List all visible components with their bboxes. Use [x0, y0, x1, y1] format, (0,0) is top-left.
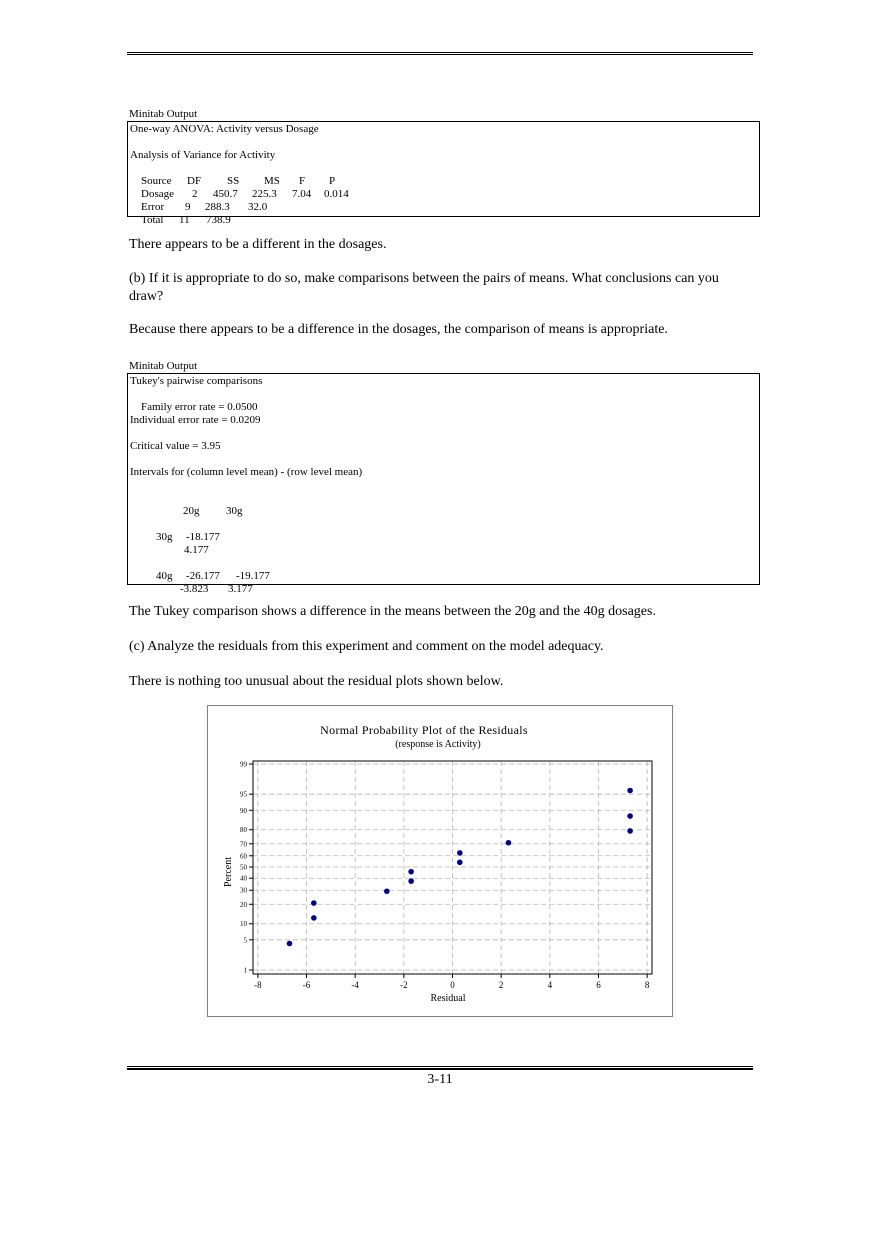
intervals-caption: Intervals for (column level mean) - (row level mean) — [130, 466, 363, 478]
part-a-conclusion: There appears to be a different in the dosages. — [129, 237, 387, 252]
y-tick-label: 40 — [240, 874, 247, 883]
family-error-rate: Family error rate = 0.0500 — [141, 401, 258, 413]
x-tick-label: -2 — [400, 980, 408, 990]
residual-point — [311, 900, 317, 906]
anova-header-row — [130, 162, 759, 187]
critical-value: Critical value = 3.95 — [130, 440, 221, 452]
tukey-row-label: 30g — [156, 531, 173, 543]
tukey-row-30g — [130, 518, 759, 543]
y-axis-label: Percent — [223, 857, 234, 887]
y-tick-label: 99 — [240, 760, 247, 769]
header-rule — [127, 52, 753, 55]
anova-cell: 288.3 — [205, 201, 230, 213]
residual-point — [506, 840, 512, 846]
anova-header-cell: P — [329, 175, 336, 187]
anova-cell: Total — [141, 214, 164, 226]
tukey-output-label: Minitab Output — [129, 360, 198, 372]
x-tick-label: 8 — [644, 980, 650, 990]
part-c-question: (c) Analyze the residuals from this experiment and comment on the model adequacy. — [129, 639, 604, 654]
anova-header-cell: SS — [227, 175, 240, 187]
tukey-interval-value: -26.177 — [186, 570, 220, 582]
anova-cell: 738.9 — [206, 214, 231, 226]
x-tick-label: -8 — [254, 980, 262, 990]
y-tick-label: 30 — [240, 886, 247, 895]
anova-cell: 11 — [179, 214, 190, 226]
tukey-row-30g-lower — [130, 531, 759, 556]
anova-header-cell: MS — [264, 175, 280, 187]
x-tick-label: -4 — [351, 980, 359, 990]
y-tick-label: 50 — [240, 863, 247, 872]
residual-point — [287, 941, 293, 947]
tukey-interval-value: 3.177 — [228, 583, 253, 595]
anova-header-cell: F — [299, 175, 306, 187]
anova-cell: 0.014 — [324, 188, 349, 200]
residual-point — [408, 869, 414, 875]
anova-cell: Error — [141, 201, 165, 213]
tukey-row-40g — [130, 557, 759, 582]
tukey-col-header-row — [130, 492, 759, 517]
residual-point — [457, 860, 463, 866]
part-b-answer: Because there appears to be a difference in the dosages, the comparison of means is appropriate. — [129, 322, 668, 337]
x-tick-label: 4 — [547, 980, 553, 990]
y-tick-label: 60 — [240, 852, 247, 861]
y-tick-label: 70 — [240, 840, 247, 849]
anova-header-cell: DF — [187, 175, 202, 187]
part-c-answer: There is nothing too unusual about the residual plots shown below. — [129, 674, 504, 689]
page-number: 3-11 — [427, 1072, 453, 1087]
residual-point — [627, 788, 633, 794]
tukey-interval-value: -3.823 — [180, 583, 209, 595]
x-tick-label: 0 — [450, 980, 455, 990]
footer-rule — [127, 1066, 753, 1070]
anova-title: One-way ANOVA: Activity versus Dosage — [130, 123, 319, 135]
x-tick-label: 2 — [498, 980, 504, 990]
chart-title: Normal Probability Plot of the Residuals — [320, 723, 528, 737]
tukey-row-label: 40g — [156, 570, 173, 582]
chart-subtitle: (response is Activity) — [395, 739, 481, 750]
tukey-interval-value: -19.177 — [236, 570, 270, 582]
anova-header-cell: Source — [141, 175, 172, 187]
y-tick-label: 5 — [243, 936, 247, 945]
anova-cell: 2 — [192, 188, 198, 200]
y-tick-label: 90 — [240, 806, 247, 815]
anova-cell: Dosage — [141, 188, 174, 200]
tukey-col-header: 30g — [226, 505, 243, 517]
individual-error-rate: Individual error rate = 0.0209 — [130, 414, 261, 426]
normal-probability-plot — [208, 706, 674, 1018]
part-b-conclusion: The Tukey comparison shows a difference in the means between the 20g and the 40g dosages. — [129, 604, 656, 619]
residual-point — [627, 813, 633, 819]
anova-output-box — [127, 121, 760, 226]
tukey-title: Tukey's pairwise comparisons — [130, 375, 263, 387]
x-axis-label: Residual — [430, 993, 466, 1004]
residual-point — [384, 888, 390, 894]
anova-cell: 225.3 — [252, 188, 277, 200]
tukey-col-header: 20g — [183, 505, 200, 517]
tukey-interval-value: -18.177 — [186, 531, 220, 543]
y-tick-label: 20 — [240, 900, 247, 909]
y-tick-label: 10 — [240, 920, 247, 929]
y-tick-label: 95 — [240, 790, 247, 799]
anova-output-label: Minitab Output — [129, 108, 198, 120]
y-tick-label: 1 — [243, 966, 247, 975]
residual-plot-frame — [207, 705, 673, 1017]
tukey-output-box — [127, 373, 760, 595]
part-b-question: (b) If it is appropriate to do so, make comparisons between the pairs of means. What conclusions can you draw? — [129, 271, 719, 304]
anova-cell: 450.7 — [213, 188, 238, 200]
anova-cell: 7.04 — [292, 188, 312, 200]
y-tick-label: 80 — [240, 826, 247, 835]
x-tick-label: -6 — [302, 980, 311, 990]
residual-point — [408, 878, 414, 884]
residual-point — [457, 850, 463, 856]
residual-point — [311, 915, 317, 921]
tukey-interval-value: 4.177 — [184, 544, 209, 556]
anova-subtitle: Analysis of Variance for Activity — [130, 149, 276, 161]
anova-cell: 9 — [185, 201, 191, 213]
x-tick-label: 6 — [596, 980, 601, 990]
residual-point — [627, 828, 633, 834]
anova-cell: 32.0 — [248, 201, 268, 213]
